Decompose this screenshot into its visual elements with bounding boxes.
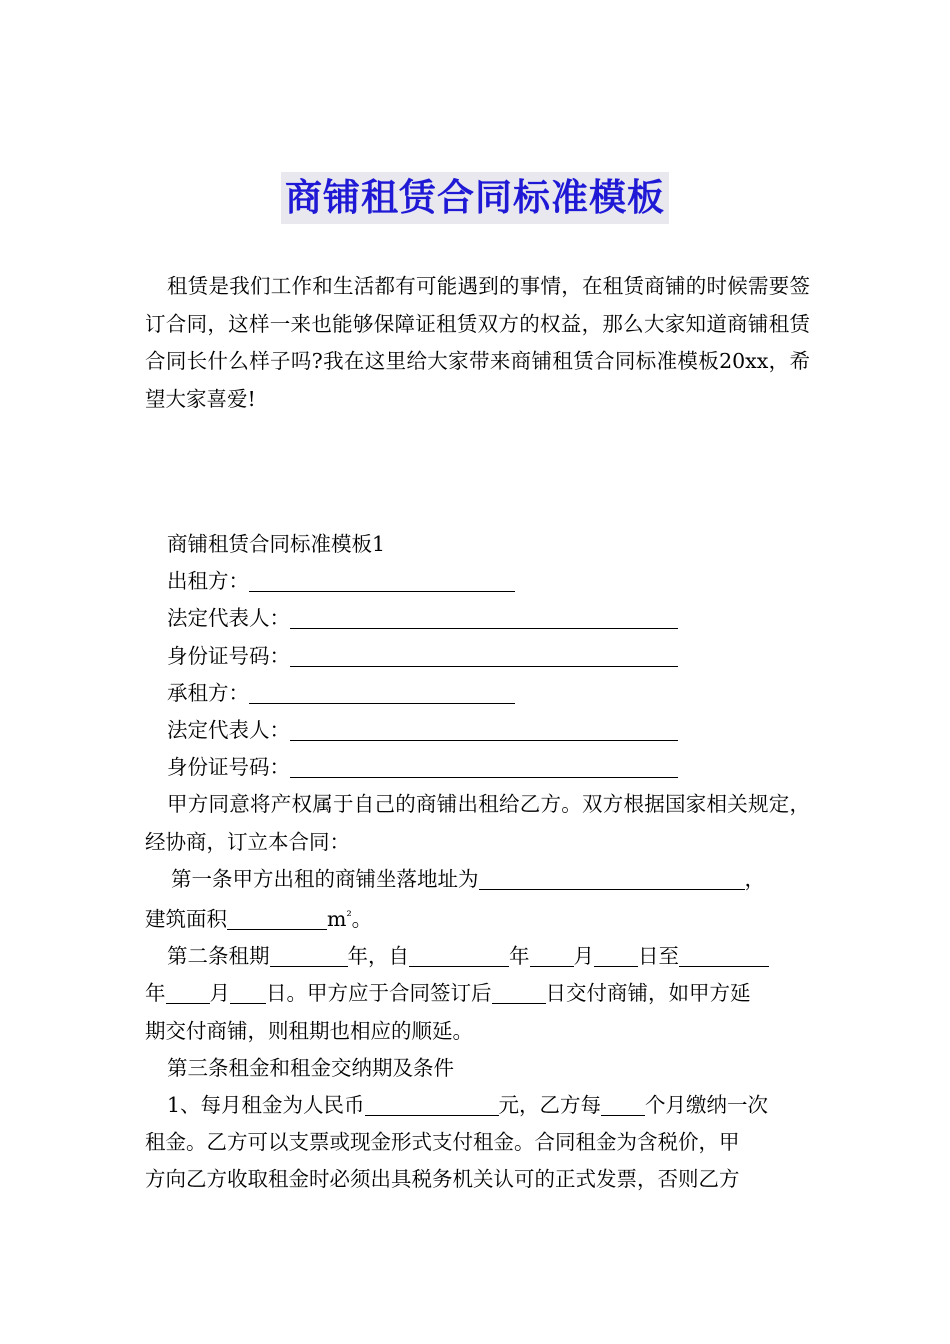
article2-a: 第二条租期 [167, 944, 270, 969]
article2-c: 年 [509, 944, 530, 969]
end-day-blank[interactable] [230, 981, 266, 1004]
end-month-blank[interactable] [166, 981, 210, 1004]
term-years-blank[interactable] [270, 944, 348, 967]
end-year-blank[interactable] [679, 944, 769, 967]
legal-rep-field-2 [145, 712, 810, 749]
id-no-blank-2[interactable] [290, 755, 678, 778]
article2-i: 日交付商铺，如甲方延 [545, 981, 751, 1006]
template-heading: 商铺租赁合同标准模板1 [167, 532, 386, 556]
legal-rep-label-2: 法定代表人： [167, 718, 290, 743]
article2-e: 日至 [638, 944, 679, 969]
contract-section [145, 526, 810, 1199]
article2-line2 [145, 975, 810, 1012]
start-day-blank[interactable] [594, 944, 638, 967]
delivery-days-blank[interactable] [492, 981, 546, 1004]
legal-rep-blank-1[interactable] [290, 606, 678, 629]
article1-end: 。 [351, 907, 373, 932]
lessee-blank[interactable] [249, 681, 515, 704]
intro-paragraph: 租赁是我们工作和生活都有可能遇到的事情，在租赁商铺的时候需要签订合同，这样一来也能够保障证租赁双方的权益，那么大家知道商铺租赁合同长什么样子吗?我在这里给大家带来商铺租赁合同标准模板20xx，希望大家喜爱! [145, 274, 810, 411]
article1-line1 [145, 861, 810, 898]
article2-line3: 期交付商铺，则租期也相应的顺延。 [145, 1018, 473, 1043]
rent-amount-blank[interactable] [365, 1093, 499, 1116]
agreement-paragraph: 甲方同意将产权属于自己的商铺出租给乙方。双方根据国家相关规定，经协商，订立本合同： [145, 792, 810, 854]
lessor-blank[interactable] [249, 569, 515, 592]
lessor-label: 出租方： [167, 569, 249, 594]
area-unit: m [327, 907, 347, 932]
id-no-field-1 [145, 638, 810, 675]
document-title-block [0, 172, 950, 228]
article1-prefix: 第一条甲方出租的商铺坐落地址为 [171, 866, 479, 891]
article2-b: 年，自 [347, 944, 409, 969]
legal-rep-label-1: 法定代表人： [167, 606, 290, 631]
id-no-label-2: 身份证号码： [167, 755, 290, 780]
article3-item1-line3: 方向乙方收取租金时必须出具税务机关认可的正式发票，否则乙方 [145, 1167, 740, 1192]
article2-line1 [145, 938, 810, 975]
pay-months-blank[interactable] [601, 1093, 645, 1116]
article1-line2 [145, 898, 810, 938]
article3-c: 个月缴纳一次 [645, 1093, 769, 1118]
lessor-field [145, 563, 810, 600]
address-blank[interactable] [479, 867, 745, 890]
document-title: 商铺租赁合同标准模板 [281, 172, 669, 224]
area-blank[interactable] [227, 907, 327, 930]
article2-d: 月 [573, 944, 594, 969]
area-unit-sup: ² [346, 909, 352, 925]
lessee-label: 承租方： [167, 680, 249, 705]
article2-g: 月 [209, 981, 230, 1006]
article3-b: 元，乙方每 [498, 1093, 602, 1118]
article2-f: 年 [145, 981, 166, 1006]
article3-item1-line2: 租金。乙方可以支票或现金形式支付租金。合同租金为含税价，甲 [145, 1130, 740, 1155]
id-no-label-1: 身份证号码： [167, 643, 290, 668]
legal-rep-blank-2[interactable] [290, 718, 678, 741]
article3-a: 1、每月租金为人民币 [167, 1093, 365, 1118]
id-no-blank-1[interactable] [290, 644, 678, 667]
article3-item1-line1 [145, 1087, 810, 1124]
area-label: 建筑面积 [145, 907, 227, 932]
article3-heading: 第三条租金和租金交纳期及条件 [167, 1055, 454, 1080]
start-year-blank[interactable] [409, 944, 509, 967]
legal-rep-field-1 [145, 600, 810, 637]
id-no-field-2 [145, 749, 810, 786]
lessee-field [145, 675, 810, 712]
start-month-blank[interactable] [530, 944, 574, 967]
article1-comma: ， [744, 866, 765, 891]
intro-section [145, 268, 810, 418]
article2-h: 日。甲方应于合同签订后 [266, 981, 492, 1006]
